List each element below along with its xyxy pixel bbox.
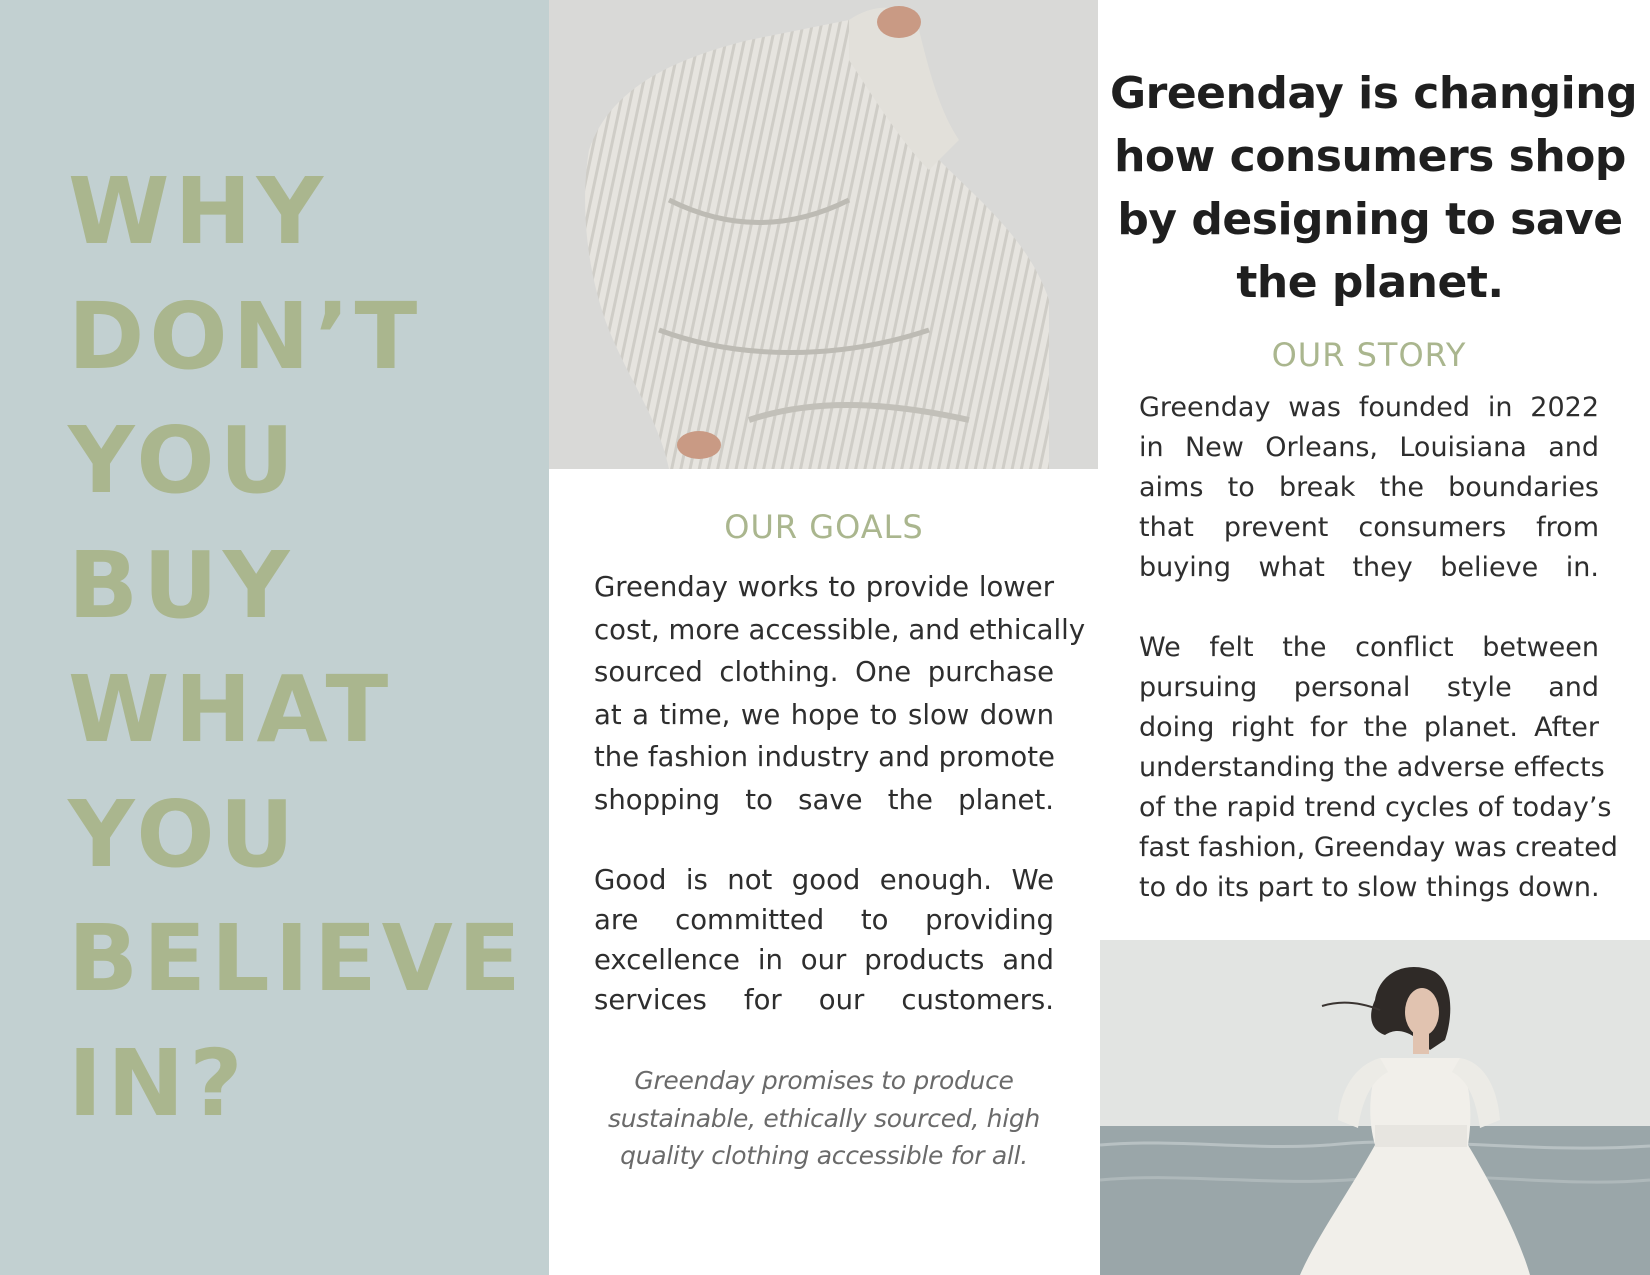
headline-line: the planet.: [1236, 257, 1504, 308]
goals-line: shopping to save the planet.: [594, 783, 1054, 816]
headline-line: by designing to save: [1117, 194, 1623, 245]
question-line: WHAT: [68, 656, 394, 763]
story-line: understanding the adverse effects: [1139, 752, 1605, 783]
story-line: in New Orleans, Louisiana and: [1139, 432, 1599, 463]
story-line: fast fashion, Greenday was created: [1139, 832, 1618, 863]
headline-line: how consumers shop: [1114, 131, 1626, 182]
story-line: buying what they believe in.: [1139, 552, 1599, 583]
goals-line: excellence in our products and: [594, 944, 1054, 976]
question-line: YOU: [68, 407, 300, 514]
goals-line: are committed to providing: [594, 904, 1054, 936]
sweater-illustration: [549, 0, 1098, 469]
goals-line: cost, more accessible, and ethically: [594, 613, 1086, 646]
story-line: Greenday was founded in 2022: [1139, 392, 1599, 423]
question-line: DON’T: [68, 282, 423, 390]
goals-line: services for our customers.: [594, 984, 1054, 1016]
goals-line: Greenday works to provide lower: [594, 571, 1054, 603]
story-line: that prevent consumers from: [1139, 512, 1599, 543]
story-line: doing right for the planet. After: [1139, 712, 1599, 743]
question-line: BUY: [68, 531, 295, 639]
goals-body: [594, 566, 1086, 1020]
question-line: IN?: [68, 1029, 248, 1137]
goals-line: Good is not good enough. We: [594, 864, 1054, 896]
goals-line: at a time, we hope to slow down: [594, 698, 1054, 731]
dress-photo: [1100, 940, 1650, 1275]
promise-line: quality clothing accessible for all.: [620, 1141, 1028, 1170]
story-line: of the rapid trend cycles of today’s: [1139, 792, 1612, 823]
question-line: YOU: [68, 780, 300, 888]
story-line: to do its part to slow things down.: [1139, 872, 1600, 903]
promise-line: sustainable, ethically sourced, high: [608, 1103, 1040, 1133]
big-question: [68, 150, 526, 1146]
dress-illustration: [1100, 940, 1650, 1275]
promise-statement: [594, 1062, 1054, 1175]
story-title: OUR STORY: [1271, 336, 1467, 374]
goals-line: the fashion industry and promote: [594, 741, 1055, 773]
headline-line: Greenday is changing: [1110, 68, 1638, 119]
sweater-photo: [549, 0, 1098, 469]
headline: [1110, 62, 1638, 314]
goals-title: OUR GOALS: [724, 508, 924, 546]
promise-line: Greenday promises to produce: [634, 1066, 1014, 1095]
story-line: We felt the conflict between: [1139, 632, 1599, 663]
question-line: BELIEVE: [68, 905, 526, 1012]
story-line: pursuing personal style and: [1139, 672, 1599, 703]
question-line: WHY: [68, 158, 329, 265]
left-panel: [0, 0, 549, 1275]
story-line: aims to break the boundaries: [1139, 472, 1599, 503]
story-body: [1139, 388, 1618, 908]
goals-line: sourced clothing. One purchase: [594, 656, 1054, 688]
